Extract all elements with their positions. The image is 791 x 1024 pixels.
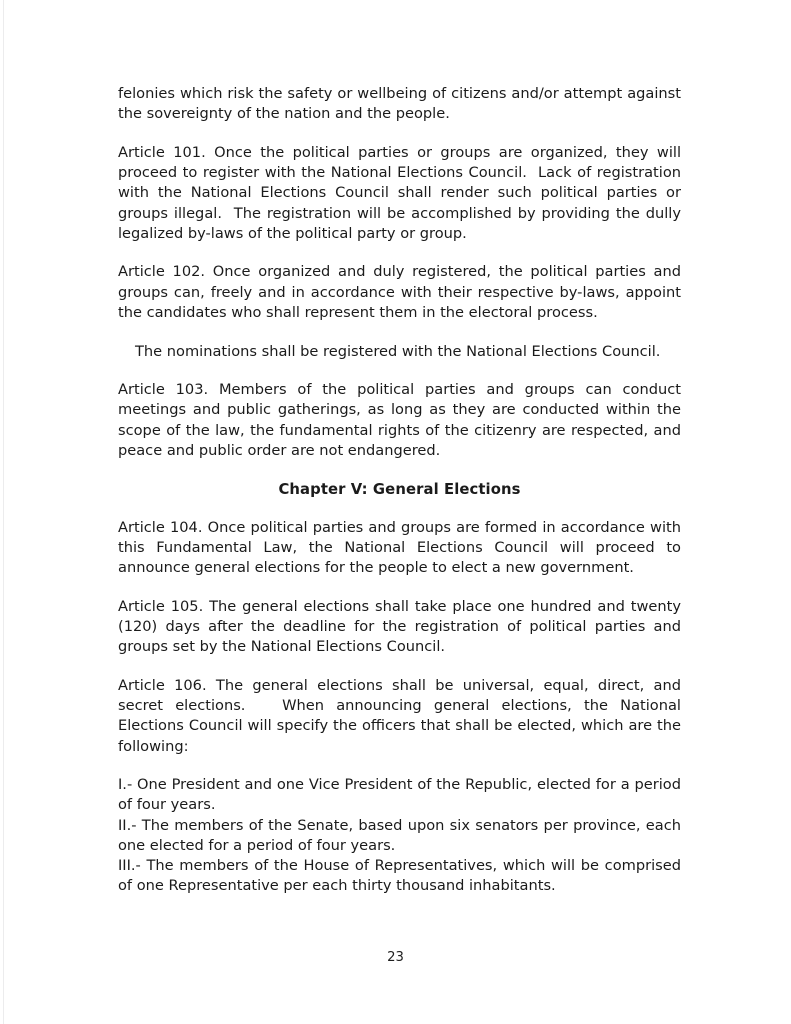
paragraph-article-102: Article 102. Once organized and duly registered, the political parties and groups can, freely and in accordance with their respective by-laws, appoint the candidates who shall represent them in the electoral process. — [118, 263, 686, 321]
list-item-roman-ii: II.- The members of the Senate, based upon six senators per province, each one elected for a period of four years. — [118, 816, 686, 854]
paragraph-article-105: Article 105. The general elections shall take place one hundred and twenty (120) days after the deadline for the registration of political parties and groups set by the National Elections Council. — [118, 597, 686, 656]
paragraph-article-103: Article 103. Members of the political parties and groups can conduct meetings and public gatherings, as long as they are conducted within the scope of the law, the fundamental rights of the citizenry are respected, and peace and public order are not endangered. — [118, 381, 686, 459]
paragraph-nominations: The nominations shall be registered with the National Elections Council. — [135, 342, 661, 360]
page-text-body — [118, 84, 686, 897]
page-number: 23 — [387, 950, 404, 965]
paragraph-article-106: Article 106. The general elections shall be universal, equal, direct, and secret elections. When announcing general elections, the National Elections Council will specify the officers that shall be elected, which are the following: — [118, 676, 686, 755]
paragraph-continued: felonies which risk the safety or wellbeing of citizens and/or attempt against the sovereignty of the nation and the people. — [118, 85, 686, 123]
paragraph-article-101: Article 101. Once the political parties or groups are organized, they will proceed to register with the National Elections Council. Lack of registration with the National Elections Council shall render such political parties or groups illegal. The registration will be accomplished by providing the dully legalized by-laws of the political party or group. — [118, 143, 686, 242]
chapter-heading-v: Chapter V: General Elections — [278, 480, 521, 498]
list-item-roman-iii: III.- The members of the House of Representatives, which will be comprised of one Representative per each thirty thousand inhabitants. — [118, 857, 686, 895]
elected-officers-list — [118, 775, 686, 896]
scan-edge-artifact — [3, 0, 4, 1024]
list-item-roman-i: I.- One President and one Vice President of the Republic, elected for a period of four years. — [118, 776, 686, 814]
paragraph-article-104: Article 104. Once political parties and groups are formed in accordance with this Fundamental Law, the National Elections Council will proceed to announce general elections for the people to elect a new government. — [118, 518, 686, 577]
